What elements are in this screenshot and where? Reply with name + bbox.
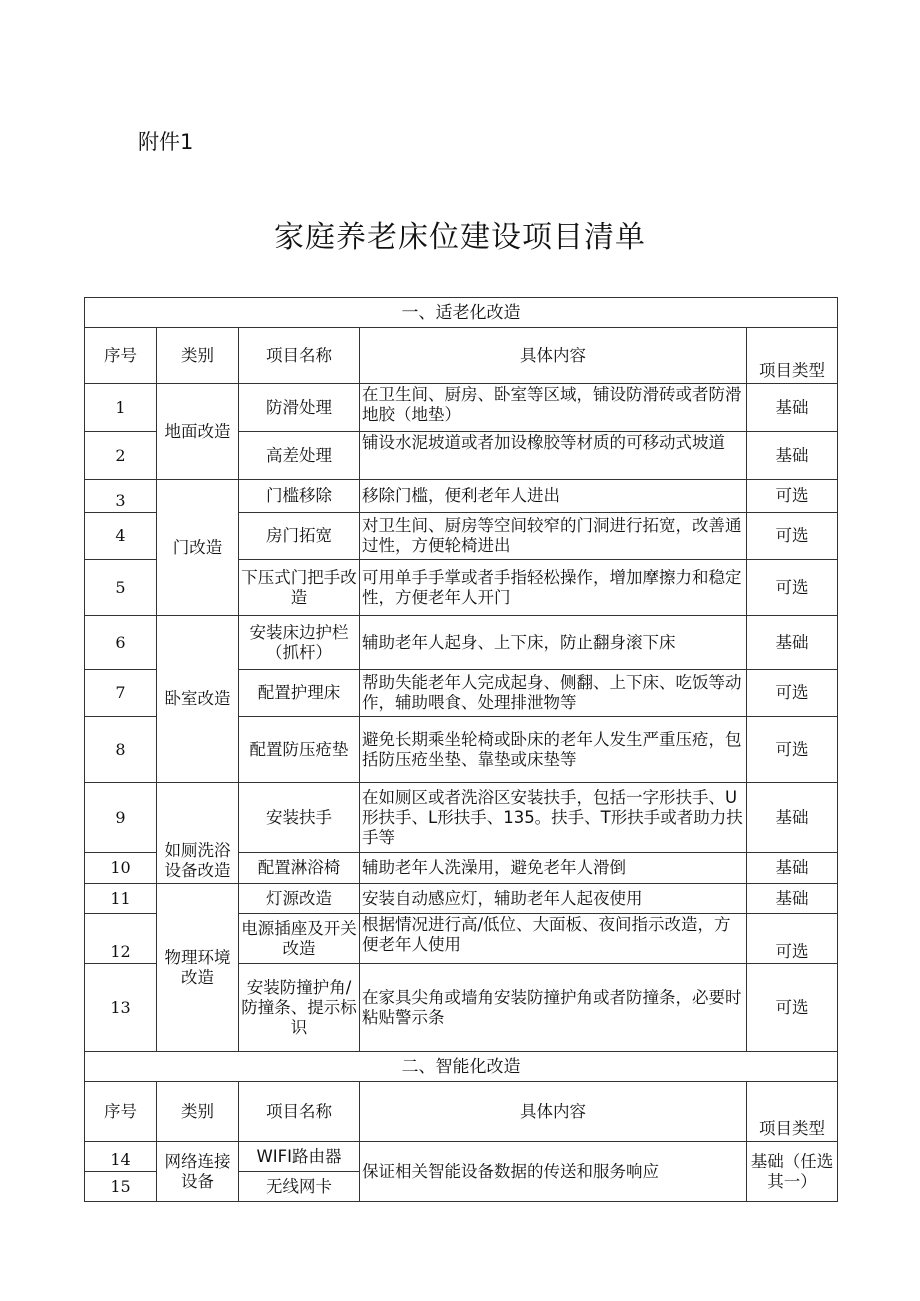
row-item: 安装扶手 <box>239 783 360 853</box>
header-row <box>85 328 838 384</box>
row-content: 根据情况进行高/低位、大面板、夜间指示改造，方便老年人使用 <box>360 914 747 964</box>
row-item: 配置护理床 <box>239 670 360 717</box>
table-row <box>85 884 838 914</box>
row-content: 可用单手手掌或者手指轻松操作，增加摩擦力和稳定性，方便老年人开门 <box>360 560 747 616</box>
header-seq: 序号 <box>85 1082 157 1142</box>
category-cell: 卧室改造 <box>157 616 239 783</box>
row-seq: 2 <box>85 432 157 480</box>
row-content: 在卫生间、厨房、卧室等区域，铺设防滑砖或者防滑地胶（地垫） <box>360 384 747 432</box>
row-item: 配置防压疮垫 <box>239 717 360 783</box>
header-category: 类别 <box>157 1082 239 1142</box>
row-item: 门槛移除 <box>239 480 360 513</box>
row-seq: 13 <box>85 964 157 1052</box>
table-row <box>85 783 838 853</box>
header-content: 具体内容 <box>360 1082 747 1142</box>
row-content: 铺设水泥坡道或者加设橡胶等材质的可移动式坡道 <box>360 432 747 480</box>
row-seq: 12 <box>85 914 157 964</box>
row-item: 房门拓宽 <box>239 513 360 560</box>
row-type: 可选 <box>747 717 838 783</box>
row-item: 安装防撞护角/防撞条、提示标识 <box>239 964 360 1052</box>
header-seq: 序号 <box>85 328 157 384</box>
row-content: 安装自动感应灯，辅助老年人起夜使用 <box>360 884 747 914</box>
row-type: 基础 <box>747 432 838 480</box>
table-row <box>85 384 838 432</box>
row-type: 可选 <box>747 560 838 616</box>
table-row <box>85 1142 838 1172</box>
section-title: 一、适老化改造 <box>85 298 838 328</box>
section-row <box>85 1052 838 1082</box>
header-item: 项目名称 <box>239 1082 360 1142</box>
category-cell: 如厕洗浴设备改造 <box>157 783 239 884</box>
section-title: 二、智能化改造 <box>85 1052 838 1082</box>
row-type: 可选 <box>747 964 838 1052</box>
row-seq: 15 <box>85 1172 157 1202</box>
category-cell: 地面改造 <box>157 384 239 480</box>
header-type: 项目类型 <box>747 328 838 384</box>
row-item: 下压式门把手改造 <box>239 560 360 616</box>
row-content: 移除门槛，便利老年人进出 <box>360 480 747 513</box>
row-seq: 11 <box>85 884 157 914</box>
row-type: 基础（任选其一） <box>747 1142 838 1202</box>
row-content: 在如厕区或者洗浴区安装扶手，包括一字形扶手、U形扶手、L形扶手、135。扶手、T形扶手或者助力扶手等 <box>360 783 747 853</box>
header-item: 项目名称 <box>239 328 360 384</box>
row-item: 防滑处理 <box>239 384 360 432</box>
row-content: 在家具尖角或墙角安装防撞护角或者防撞条，必要时粘贴警示条 <box>360 964 747 1052</box>
row-content: 辅助老年人洗澡用，避免老年人滑倒 <box>360 853 747 884</box>
row-seq: 8 <box>85 717 157 783</box>
project-list-table <box>84 297 838 1202</box>
row-item: WIFI路由器 <box>239 1142 360 1172</box>
row-item: 无线网卡 <box>239 1172 360 1202</box>
row-item: 配置淋浴椅 <box>239 853 360 884</box>
attachment-label: 附件1 <box>138 130 194 154</box>
row-type: 可选 <box>747 914 838 964</box>
row-seq: 3 <box>85 480 157 513</box>
row-item: 安装床边护栏（抓杆） <box>239 616 360 670</box>
document-title: 家庭养老床位建设项目清单 <box>274 220 646 255</box>
row-type: 基础 <box>747 616 838 670</box>
table-row <box>85 480 838 513</box>
header-category: 类别 <box>157 328 239 384</box>
row-seq: 5 <box>85 560 157 616</box>
row-type: 基础 <box>747 783 838 853</box>
section-row <box>85 298 838 328</box>
header-type: 项目类型 <box>747 1082 838 1142</box>
row-seq: 14 <box>85 1142 157 1172</box>
category-cell: 门改造 <box>157 480 239 616</box>
row-type: 基础 <box>747 384 838 432</box>
row-seq: 1 <box>85 384 157 432</box>
row-type: 可选 <box>747 513 838 560</box>
row-seq: 9 <box>85 783 157 853</box>
row-content: 保证相关智能设备数据的传送和服务响应 <box>360 1142 747 1202</box>
row-content: 对卫生间、厨房等空间较窄的门洞进行拓宽，改善通过性，方便轮椅进出 <box>360 513 747 560</box>
row-type: 可选 <box>747 670 838 717</box>
header-row <box>85 1082 838 1142</box>
table-row <box>85 616 838 670</box>
row-type: 基础 <box>747 884 838 914</box>
row-item: 电源插座及开关改造 <box>239 914 360 964</box>
row-seq: 4 <box>85 513 157 560</box>
category-cell: 网络连接设备 <box>157 1142 239 1202</box>
header-content: 具体内容 <box>360 328 747 384</box>
row-type: 基础 <box>747 853 838 884</box>
row-item: 灯源改造 <box>239 884 360 914</box>
category-cell: 物理环境改造 <box>157 884 239 1052</box>
row-content: 避免长期乘坐轮椅或卧床的老年人发生严重压疮，包括防压疮坐垫、靠垫或床垫等 <box>360 717 747 783</box>
row-seq: 6 <box>85 616 157 670</box>
row-seq: 7 <box>85 670 157 717</box>
row-content: 帮助失能老年人完成起身、侧翻、上下床、吃饭等动作，辅助喂食、处理排泄物等 <box>360 670 747 717</box>
row-content: 辅助老年人起身、上下床，防止翻身滚下床 <box>360 616 747 670</box>
row-item: 高差处理 <box>239 432 360 480</box>
row-seq: 10 <box>85 853 157 884</box>
row-type: 可选 <box>747 480 838 513</box>
